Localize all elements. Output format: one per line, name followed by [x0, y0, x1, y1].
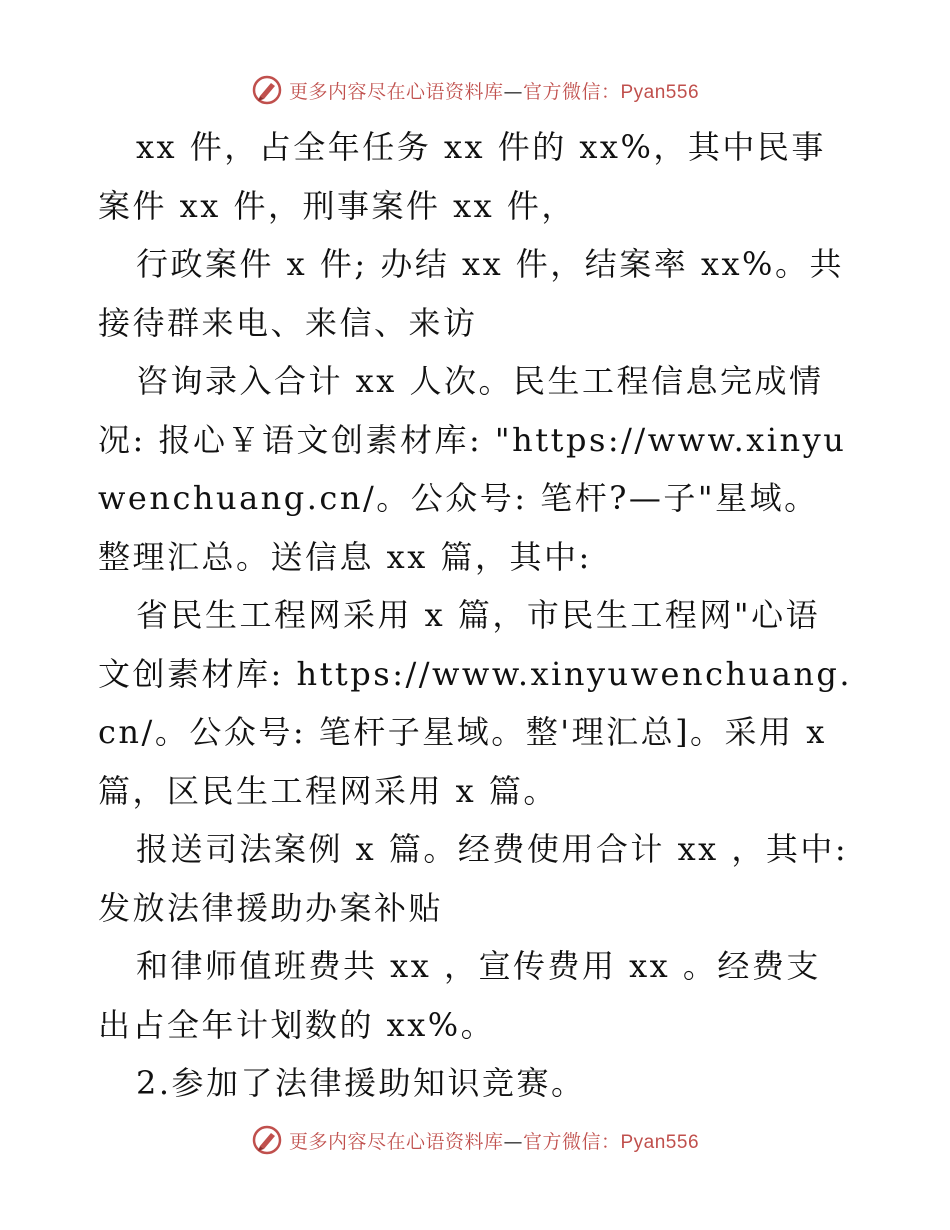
- banner-text: [289, 1127, 699, 1154]
- pen-logo-icon: [251, 1124, 283, 1156]
- paragraph-3: 咨询录入合计 xx 人次。民生工程信息完成情况: 报心￥语文创素材库: "https://www.xinyuwenchuang.cn/。公众号: 笔杆?—子"星域。整理汇总。送信息 xx 篇，其中:: [98, 362, 847, 576]
- banner-main-text: 更多内容尽在心语资料库: [288, 80, 504, 103]
- banner-text: [289, 77, 699, 104]
- banner-dash: —: [503, 80, 523, 103]
- banner-wechat-label: 官方微信：: [522, 1130, 621, 1153]
- banner-wechat-label: 官方微信：: [522, 80, 621, 103]
- paragraph-5: 报送司法案例 x 篇。经费使用合计 xx ，其中: 发放法律援助办案补贴: [98, 830, 861, 927]
- banner-dash: —: [503, 1130, 523, 1153]
- banner-handle: Pyan556: [620, 1131, 700, 1153]
- paragraph-7: 2.参加了法律援助知识竞赛。: [136, 1064, 586, 1102]
- header-banner: [0, 70, 950, 110]
- document-body: [98, 118, 861, 1113]
- footer-banner: [0, 1120, 950, 1160]
- banner-handle: Pyan556: [620, 81, 700, 103]
- banner-main-text: 更多内容尽在心语资料库: [288, 1130, 504, 1153]
- paragraph-6: 和律师值班费共 xx ，宣传费用 xx 。经费支出占全年计划数的 xx%。: [98, 947, 821, 1044]
- paragraph-4: 省民生工程网采用 x 篇，市民生工程网"心语文创素材库: https://www.xinyuwenchuang.cn/。公众号: 笔杆子星域。整'理汇总]。采用 x 篇，区民生工程网采用 x 篇。: [98, 596, 853, 810]
- pen-logo-icon: [251, 74, 283, 106]
- paragraph-2: 行政案件 x 件; 办结 xx 件，结案率 xx%。共接待群来电、来信、来访: [98, 245, 844, 342]
- paragraph-1: xx 件，占全年任务 xx 件的 xx%，其中民事案件 xx 件，刑事案件 xx 件，: [98, 128, 826, 225]
